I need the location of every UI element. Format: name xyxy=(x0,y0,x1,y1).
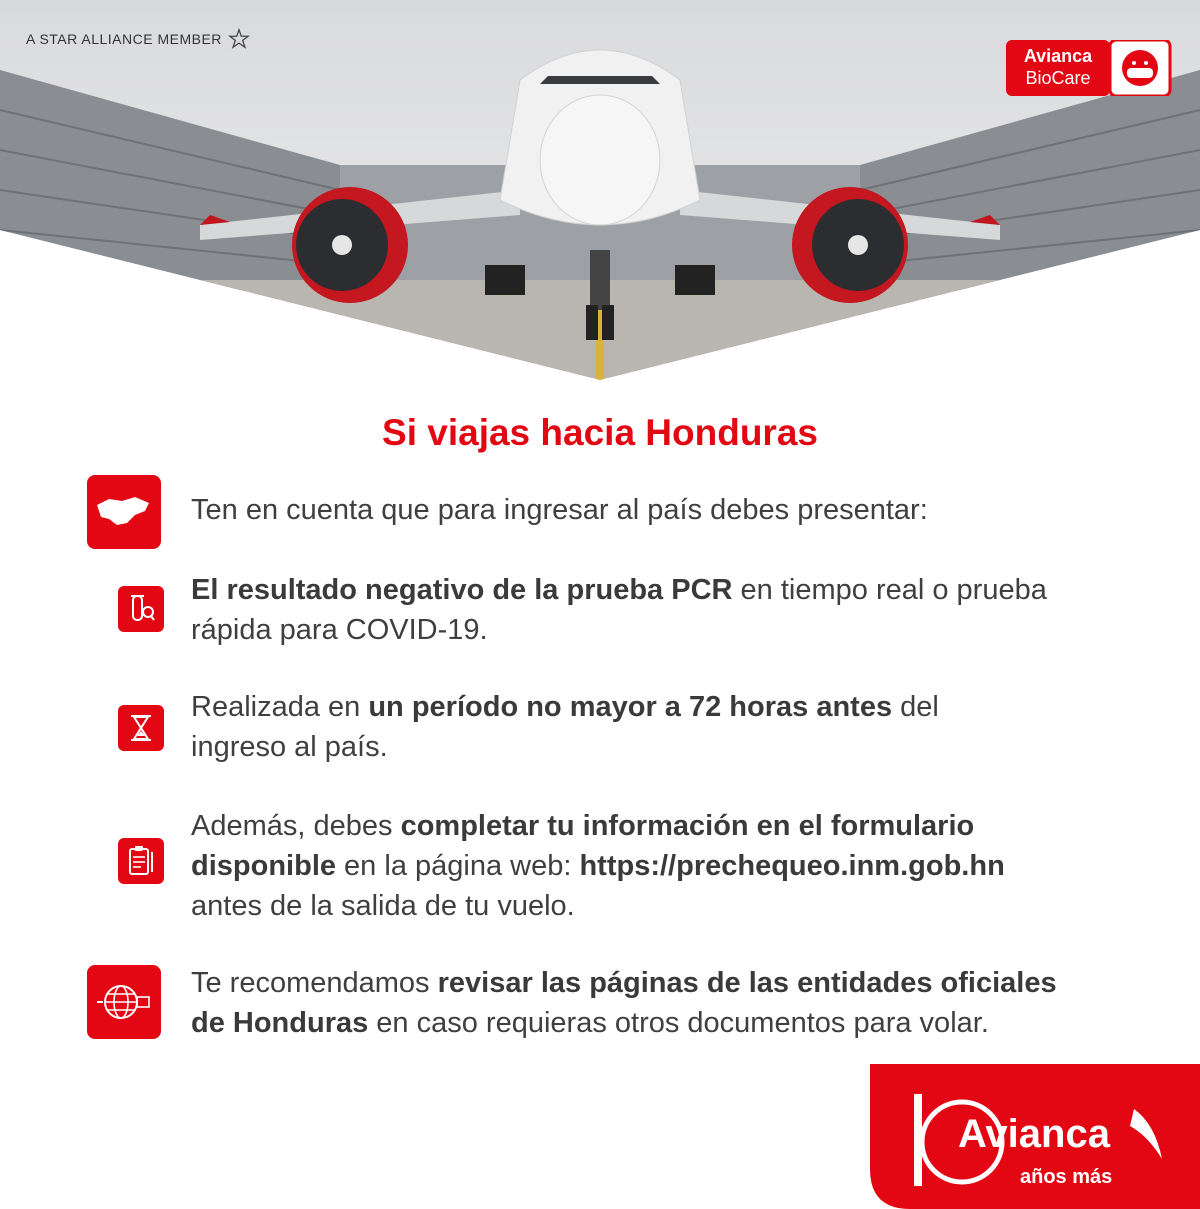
item-official-text2: en caso requieras otros documentos para volar. xyxy=(368,1007,989,1039)
item-form-text1: Además, debes xyxy=(191,810,401,842)
honduras-map-icon xyxy=(87,475,161,549)
globe-web-icon xyxy=(87,965,161,1039)
item-form-text xyxy=(191,806,1151,926)
star-alliance-icon xyxy=(228,28,250,50)
item-official-text1: Te recomendamos xyxy=(191,967,438,999)
item-pcr-bold: El resultado negativo de la prueba PCR xyxy=(191,574,733,606)
star-alliance-text: A STAR ALLIANCE MEMBER xyxy=(26,31,222,47)
page-title: Si viajas hacia Honduras xyxy=(382,412,818,453)
star-alliance-badge xyxy=(26,28,250,50)
item-official-text xyxy=(191,963,1151,1043)
item-72h-text3: ingreso al país. xyxy=(191,731,388,763)
item-form-text3: antes de la salida de tu vuelo. xyxy=(191,890,575,922)
item-72h-text1: Realizada en xyxy=(191,691,369,723)
biocare-line1: Avianca xyxy=(1023,46,1093,66)
item-pcr-text2: rápida para COVID-19. xyxy=(191,614,488,646)
item-official-bold2: de Honduras xyxy=(191,1007,369,1039)
form-clipboard-icon xyxy=(118,838,164,884)
test-tube-icon xyxy=(118,586,164,632)
footer-tagline: años más xyxy=(1020,1166,1113,1188)
prechequeo-url: https://prechequeo.inm.gob.hn xyxy=(579,850,1005,882)
biocare-line2: BioCare xyxy=(1025,68,1091,88)
avianca-100-logo xyxy=(870,1064,1200,1209)
item-form-text2: en la página web: xyxy=(336,850,580,882)
item-form-bold1: completar tu información en el formulario xyxy=(400,810,975,842)
hourglass-icon xyxy=(118,705,164,751)
item-72h-bold: un período no mayor a 72 horas antes xyxy=(368,691,893,723)
item-72h-text xyxy=(191,687,1151,767)
footer-brand: Avianca xyxy=(958,1112,1110,1156)
item-pcr-text1: en tiempo real o prueba xyxy=(732,574,1047,606)
item-official-bold1: revisar las páginas de las entidades oficiales xyxy=(437,967,1057,999)
biocare-logo xyxy=(1006,40,1172,96)
item-form-bold2: disponible xyxy=(191,850,336,882)
item-pcr-text xyxy=(191,570,1151,650)
intro-text: Ten en cuenta que para ingresar al país debes presentar: xyxy=(191,494,928,526)
item-72h-text2: del xyxy=(892,691,939,723)
